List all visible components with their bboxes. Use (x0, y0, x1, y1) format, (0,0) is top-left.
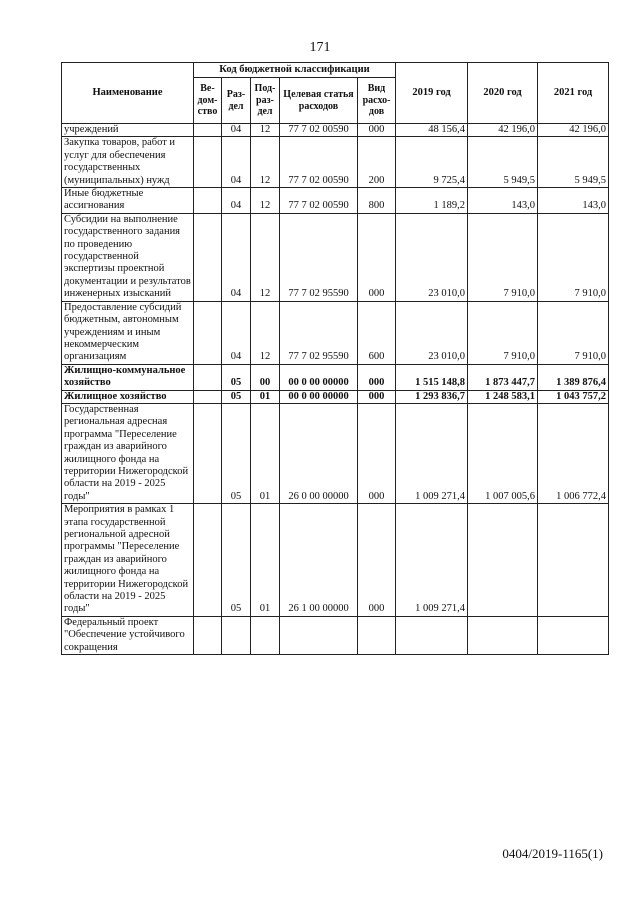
page-number: 171 (309, 40, 331, 55)
table-row (62, 390, 609, 403)
row-2021: 7 910,0 (538, 213, 609, 301)
document-code: 0404/2019-1165(1) (502, 846, 603, 861)
row-podrazdel (251, 616, 280, 654)
row-2021: 42 196,0 (538, 124, 609, 137)
table-row (62, 137, 609, 188)
row-vid (358, 616, 396, 654)
row-2021: 1 043 757,2 (538, 390, 609, 403)
row-razdel: 04 (222, 124, 251, 137)
row-razdel: 04 (222, 137, 251, 188)
row-2021: 1 389 876,4 (538, 364, 609, 390)
row-razdel: 04 (222, 213, 251, 301)
row-2019: 1 009 271,4 (396, 504, 468, 617)
row-name: Закупка товаров, работ и услуг для обеспечения государственных (муниципальных) нужд (62, 137, 194, 188)
row-razdel: 05 (222, 390, 251, 403)
row-ved (194, 188, 222, 214)
row-vid: 000 (358, 390, 396, 403)
row-2019: 1 189,2 (396, 188, 468, 214)
row-2019: 23 010,0 (396, 301, 468, 364)
header-name: Наименование (62, 63, 194, 124)
header-podrazdel: Под-раз-дел (251, 78, 280, 124)
row-podrazdel: 12 (251, 213, 280, 301)
row-name: Иные бюджетные ассигнования (62, 188, 194, 214)
row-cs: 77 7 02 00590 (280, 124, 358, 137)
row-podrazdel: 01 (251, 403, 280, 503)
row-name: Жилищное хозяйство (62, 390, 194, 403)
row-vid: 000 (358, 504, 396, 617)
budget-table (61, 62, 609, 655)
row-ved (194, 364, 222, 390)
row-name: Федеральный проект "Обеспечение устойчивого сокращения (62, 616, 194, 654)
row-cs: 77 7 02 95590 (280, 213, 358, 301)
row-2021: 5 949,5 (538, 137, 609, 188)
row-2021: 1 006 772,4 (538, 403, 609, 503)
row-2019 (396, 616, 468, 654)
row-ved (194, 137, 222, 188)
row-cs: 00 0 00 00000 (280, 390, 358, 403)
row-ved (194, 390, 222, 403)
row-2020: 1 007 005,6 (468, 403, 538, 503)
row-podrazdel: 00 (251, 364, 280, 390)
row-name: Государственная региональная адресная программа "Переселение граждан из аварийного жилищного фонда на территории Нижегородской области на 2019 - 2025 годы" (62, 403, 194, 503)
table-row (62, 124, 609, 137)
row-ved (194, 504, 222, 617)
row-vid: 000 (358, 124, 396, 137)
header-2020: 2020 год (468, 63, 538, 124)
row-vid: 000 (358, 364, 396, 390)
row-razdel: 04 (222, 188, 251, 214)
row-2020: 1 873 447,7 (468, 364, 538, 390)
row-razdel (222, 616, 251, 654)
table-row (62, 301, 609, 364)
row-cs: 77 7 02 00590 (280, 188, 358, 214)
table-row (62, 504, 609, 617)
table-row (62, 213, 609, 301)
row-podrazdel: 01 (251, 504, 280, 617)
header-razdel: Раз-дел (222, 78, 251, 124)
row-ved (194, 616, 222, 654)
row-2021: 7 910,0 (538, 301, 609, 364)
row-2019: 1 515 148,8 (396, 364, 468, 390)
table-row (62, 403, 609, 503)
row-2019: 1 009 271,4 (396, 403, 468, 503)
table-row (62, 188, 609, 214)
row-2019: 48 156,4 (396, 124, 468, 137)
row-razdel: 05 (222, 504, 251, 617)
row-vid: 600 (358, 301, 396, 364)
row-razdel: 04 (222, 301, 251, 364)
row-podrazdel: 12 (251, 124, 280, 137)
row-2020: 7 910,0 (468, 301, 538, 364)
row-ved (194, 213, 222, 301)
row-2019: 23 010,0 (396, 213, 468, 301)
row-name: Мероприятия в рамках 1 этапа государственной региональной адресной программы "Переселение граждан из аварийного жилищного фонда на территории Нижегородской области на 2019 - 2025 годы" (62, 504, 194, 617)
row-podrazdel: 12 (251, 188, 280, 214)
header-vedomstvo: Ве-дом-ство (194, 78, 222, 124)
row-name: Субсидии на выполнение государственного задания по проведению государственной экспертизы проектной документации и результатов инженерных изысканий (62, 213, 194, 301)
table-row (62, 616, 609, 654)
table-row (62, 364, 609, 390)
row-vid: 000 (358, 213, 396, 301)
row-2020: 143,0 (468, 188, 538, 214)
row-cs: 77 7 02 95590 (280, 301, 358, 364)
row-2020 (468, 504, 538, 617)
row-podrazdel: 12 (251, 137, 280, 188)
row-2020: 5 949,5 (468, 137, 538, 188)
header-code-group: Код бюджетной классификации (194, 63, 396, 78)
row-cs (280, 616, 358, 654)
row-2020: 42 196,0 (468, 124, 538, 137)
row-vid: 200 (358, 137, 396, 188)
row-2020 (468, 616, 538, 654)
row-cs: 00 0 00 00000 (280, 364, 358, 390)
row-cs: 26 0 00 00000 (280, 403, 358, 503)
row-2019: 1 293 836,7 (396, 390, 468, 403)
row-ved (194, 403, 222, 503)
row-2019: 9 725,4 (396, 137, 468, 188)
header-vid: Вид расхо-дов (358, 78, 396, 124)
row-vid: 800 (358, 188, 396, 214)
row-razdel: 05 (222, 403, 251, 503)
header-2019: 2019 год (396, 63, 468, 124)
row-2021 (538, 616, 609, 654)
row-podrazdel: 01 (251, 390, 280, 403)
row-ved (194, 124, 222, 137)
row-podrazdel: 12 (251, 301, 280, 364)
row-name: Жилищно-коммунальное хозяйство (62, 364, 194, 390)
row-razdel: 05 (222, 364, 251, 390)
row-name: Предоставление субсидий бюджетным, автономным учреждениям и иным некоммерческим организациям (62, 301, 194, 364)
row-name: учреждений (62, 124, 194, 137)
header-celevaya: Целевая статья расходов (280, 78, 358, 124)
row-2021 (538, 504, 609, 617)
row-2020: 7 910,0 (468, 213, 538, 301)
row-vid: 000 (358, 403, 396, 503)
header-2021: 2021 год (538, 63, 609, 124)
row-2020: 1 248 583,1 (468, 390, 538, 403)
row-cs: 26 1 00 00000 (280, 504, 358, 617)
row-ved (194, 301, 222, 364)
row-2021: 143,0 (538, 188, 609, 214)
row-cs: 77 7 02 00590 (280, 137, 358, 188)
